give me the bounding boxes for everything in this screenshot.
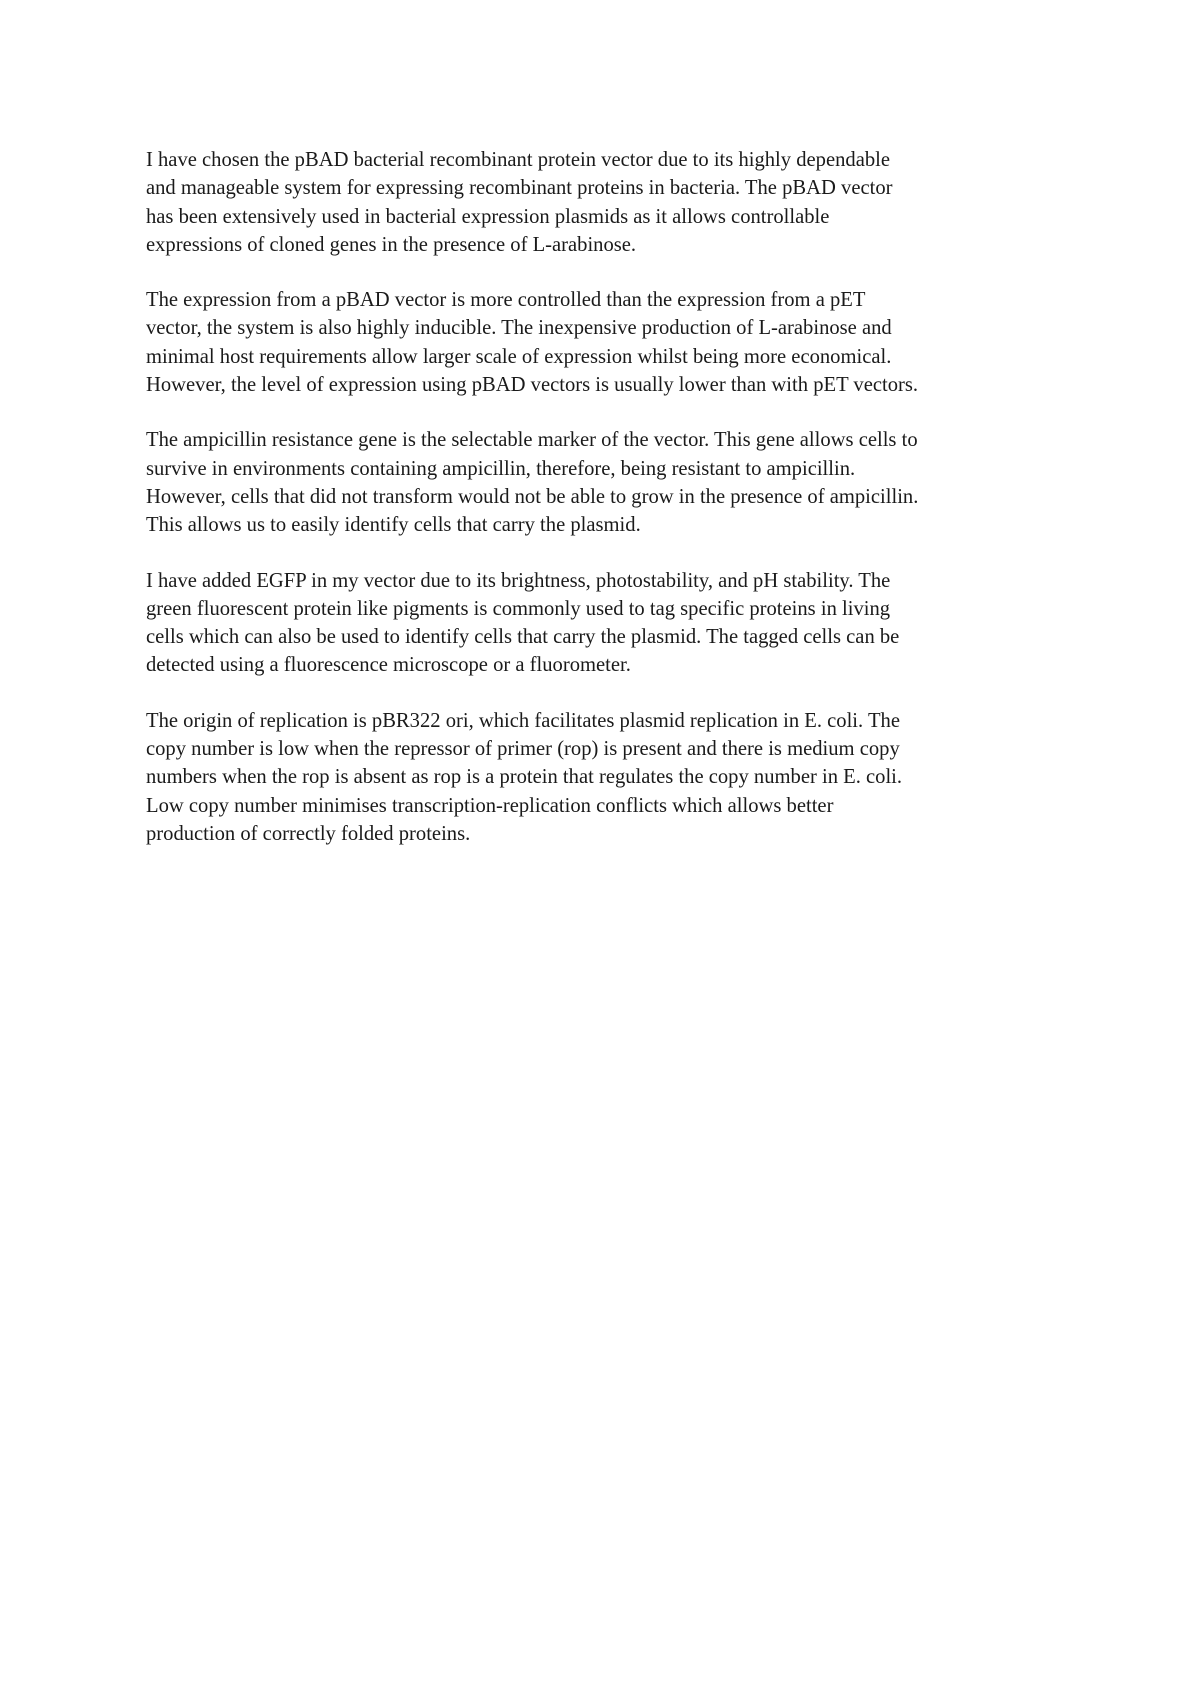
paragraph-egfp: I have added EGFP in my vector due to its brightness, photostability, and pH stability. The green fluorescent protein like pigments is commonly used to tag specific proteins in living cells which can also be used to identify cells that carry the plasmid. The tagged cells can be detected using a fluorescence microscope or a fluorometer. [146, 569, 900, 677]
paragraph-expression-control: The expression from a pBAD vector is more controlled than the expression from a pET vector, the system is also highly inducible. The inexpensive production of L-arabinose and minimal host requirements allow larger scale of expression whilst being more economical. However, the level of expression using pBAD vectors is usually lower than with pET vectors. [146, 289, 919, 397]
paragraph-origin-of-replication: The origin of replication is pBR322 ori, which facilitates plasmid replication in E. coli. The copy number is low when the repressor of primer (rop) is present and there is medium copy numbers when the rop is absent as rop is a protein that regulates the copy number in E. coli. Low copy number minimises transcription-replication conflicts which allows better production of correctly folded proteins. [146, 709, 903, 845]
paragraph-pbad-vector-choice: I have chosen the pBAD bacterial recombinant protein vector due to its highly dependable and manageable system for expressing recombinant proteins in bacteria. The pBAD vector has been extensively used in bacterial expression plasmids as it allows controllable expressions of cloned genes in the presence of L-arabinose. [146, 149, 893, 256]
paragraph-ampicillin-resistance: The ampicillin resistance gene is the selectable marker of the vector. This gene allows cells to survive in environments containing ampicillin, therefore, being resistant to ampicillin. However, cells that did not transform would not be able to grow in the presence of ampicillin. This allows us to easily identify cells that carry the plasmid. [146, 429, 919, 537]
document-body [146, 146, 1074, 875]
